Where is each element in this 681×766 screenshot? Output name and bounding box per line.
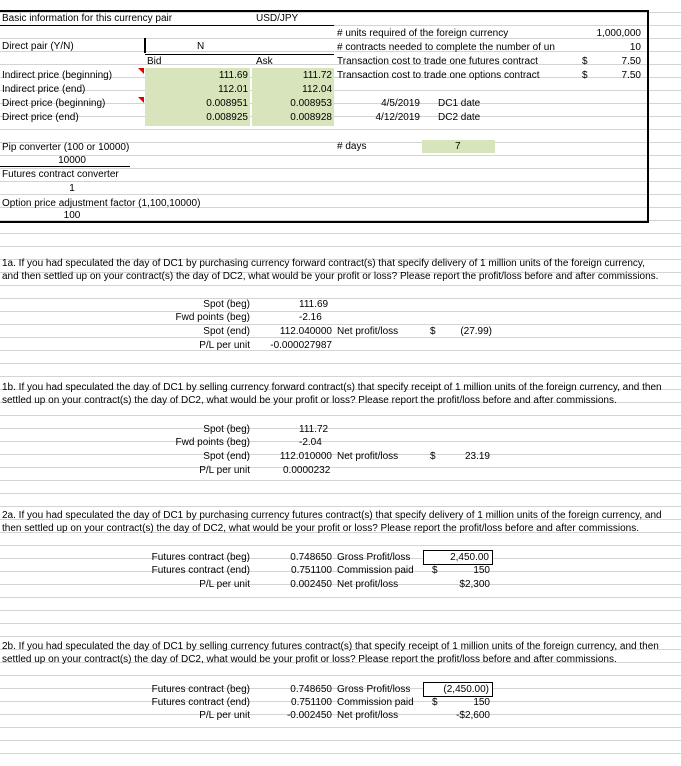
q1b-label: P/L per unit [199,465,250,476]
futures-cost-label: Transaction cost to trade one futures contract [337,56,538,67]
pair-divider [144,38,146,53]
q1a-value[interactable]: 111.69 [299,299,329,310]
dc1-label: DC1 date [438,98,481,109]
q2a-net-label: Net profit/loss [337,579,399,590]
ask-value[interactable]: 111.72 [302,70,332,81]
q1a-label: Spot (end) [203,326,250,337]
top-block-border-right [647,10,649,223]
q1a-net-value[interactable]: (27.99) [460,326,492,337]
section-title: Basic information for this currency pair [2,13,173,24]
q1b-value[interactable]: -2.04 [299,437,322,448]
q2a-gross-label: Gross Profit/loss [337,552,411,563]
dc1-date[interactable]: 4/5/2019 [381,98,420,109]
q1a-value[interactable]: 112.040000 [279,326,332,337]
q2b-value[interactable]: 0.751100 [291,697,332,708]
q1b-label: Spot (beg) [203,424,250,435]
q2a-value[interactable]: 0.002450 [290,579,332,590]
q1b-net-currency: $ [430,451,436,462]
q2a-label: P/L per unit [199,579,250,590]
bid-value[interactable]: 111.69 [218,70,248,81]
options-cost-label: Transaction cost to trade one options contract [337,70,540,81]
option-adjust-label: Option price adjustment factor (1,100,10000) [2,198,201,209]
q2b-label: P/L per unit [199,710,250,721]
price-label: Indirect price (beginning) [2,70,113,81]
bid-value[interactable]: 0.008925 [206,112,248,123]
price-label: Direct price (beginning) [2,98,106,109]
q1b-value[interactable]: 111.72 [299,424,329,435]
price-label: Indirect price (end) [2,84,86,95]
q2b-commission-currency: $ [432,697,438,708]
q1b-net-value[interactable]: 23.19 [464,451,490,462]
direct-pair-label: Direct pair (Y/N) [2,41,74,52]
bid-header: Bid [147,56,162,67]
dc2-date[interactable]: 4/12/2019 [375,112,420,123]
q2b-net-label: Net profit/loss [337,710,399,721]
units-label: # units required of the foreign currency [337,28,509,39]
direct-pair-value[interactable]: N [197,41,205,52]
dc2-label: DC2 date [438,112,481,123]
q1b-value[interactable]: 0.0000232 [283,465,331,476]
ask-header: Ask [256,56,273,67]
contracts-label: # contracts needed to complete the number of un [337,42,555,53]
pair-underline [145,54,334,55]
q1a-net-label: Net profit/loss [337,326,399,337]
q2b-commission-value[interactable]: 150 [473,697,490,708]
q2b-label: Futures contract (end) [151,697,250,708]
bid-value[interactable]: 112.01 [218,84,248,95]
q1b-label: Fwd points (beg) [175,437,250,448]
q1b-net-label: Net profit/loss [337,451,399,462]
q2a-label: Futures contract (end) [151,565,250,576]
q2a-value[interactable]: 0.751100 [291,565,332,576]
q2a-commission-label: Commission paid [337,565,414,576]
question-2a: 2a. If you had speculated the day of DC1 by purchasing currency futures contract(s) that specify delivery of 1 million units of the foreign currency, and then settled up on your contract(s) the day of DC2, what would be your profit or loss? Please report the profit/loss before and after commissions. [2,510,662,534]
q1b-label: Spot (end) [203,451,250,462]
futures-converter-label: Futures contract converter [2,169,119,180]
futures-converter-value[interactable]: 1 [69,183,75,194]
pip-value[interactable]: 10000 [58,155,86,166]
ask-value[interactable]: 0.008928 [290,112,332,123]
q1a-value[interactable]: -0.000027987 [270,340,332,351]
q1b-value[interactable]: 112.010000 [279,451,332,462]
ask-value[interactable]: 0.008953 [290,98,332,109]
units-value[interactable]: 1,000,000 [596,28,641,39]
question-2b: 2b. If you had speculated the day of DC1 by selling currency futures contract(s) that specify receipt of 1 million units of the foreign currency, and then settled up on your contract(s) the day of DC2, what would be your profit or loss? Please report the profit/loss before and after commissions. [2,641,659,665]
q2b-commission-label: Commission paid [337,697,414,708]
header-underline [0,25,334,26]
comment-flag[interactable] [138,97,144,103]
question-1b: 1b. If you had speculated the day of DC1 by selling currency forward contract(s) that specify receipt of 1 million units of the foreign currency, and then settled up on your contract(s) the day of DC2, what would be your profit or loss? Please report the profit/loss before and after commissions. [2,382,662,406]
q2a-label: Futures contract (beg) [151,552,250,563]
bid-value[interactable]: 0.008951 [206,98,248,109]
q2b-gross-label: Gross Profit/loss [337,684,411,695]
currency-pair: USD/JPY [256,13,299,24]
futures-cost-currency: $ [582,56,588,67]
q2a-commission-value[interactable]: 150 [473,565,490,576]
futures-cost-value[interactable]: 7.50 [621,56,641,67]
options-cost-value[interactable]: 7.50 [621,70,641,81]
q2b-value[interactable]: 0.748650 [290,684,332,695]
q1a-label: Spot (beg) [203,299,250,310]
q2b-value[interactable]: -0.002450 [286,710,332,721]
pip-label: Pip converter (100 or 10000) [2,142,130,153]
days-label: # days [337,141,367,152]
q2a-net-value[interactable]: $2,300 [459,579,490,590]
q2a-value[interactable]: 0.748650 [290,552,332,563]
q1a-value[interactable]: -2.16 [299,312,322,323]
q2a-gross-value[interactable]: 2,450.00 [450,552,489,563]
options-cost-currency: $ [582,70,588,81]
comment-flag[interactable] [138,68,144,74]
q2b-gross-value[interactable]: (2,450.00) [443,684,489,695]
q1a-label: P/L per unit [199,340,250,351]
q2b-label: Futures contract (beg) [151,684,250,695]
days-value[interactable]: 7 [455,141,461,152]
option-adjust-value[interactable]: 100 [63,210,81,221]
ask-value[interactable]: 112.04 [302,84,332,95]
q2a-commission-currency: $ [432,565,438,576]
price-label: Direct price (end) [2,112,79,123]
question-1a: 1a. If you had speculated the day of DC1 by purchasing currency forward contract(s) that specify delivery of 1 million units of the foreign currency, and then settled up on your contract(s) the day of DC2, what would be your profit or loss? Please report the profit/loss before and after commissions. [2,258,659,282]
contracts-value[interactable]: 10 [629,42,641,53]
q1a-label: Fwd points (beg) [175,312,250,323]
top-block-border-top [0,10,649,12]
q2b-net-value[interactable]: -$2,600 [456,710,490,721]
q1a-net-currency: $ [430,326,436,337]
